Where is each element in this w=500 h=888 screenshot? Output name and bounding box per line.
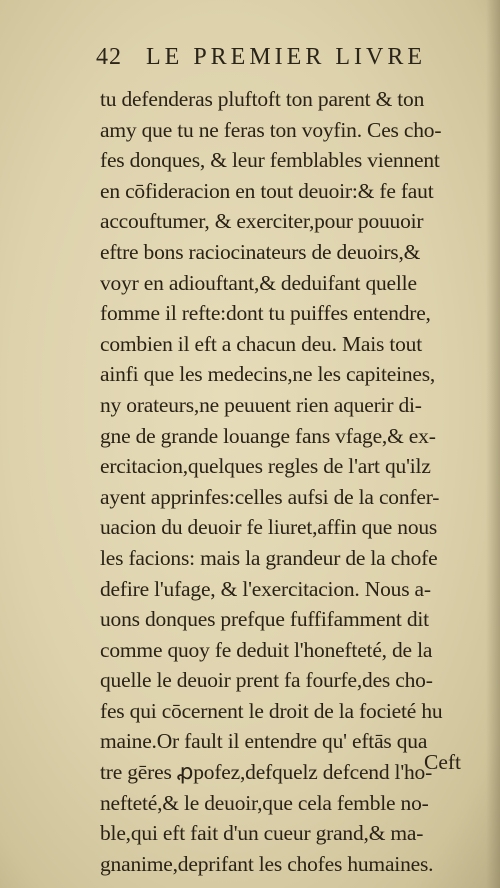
text-line: fes qui cōcernent le droit de la focieté hu [100,698,443,723]
text-line: ayent apprinfes:celles aufsi de la confer- [100,484,440,509]
text-line: gnanime,deprifant les chofes humaines. [100,851,434,876]
text-line: combien il eft a chacun deu. Mais tout [100,331,422,356]
text-line: comme quoy fe deduit l'honefteté, de la [100,637,433,662]
page-header [96,44,456,76]
text-line: uacion du deuoir fe liuret,affin que nous [100,515,438,540]
text-line: amy que tu ne feras ton voyfin. Ces cho- [100,117,442,142]
text-line: les facions: mais la grandeur de la chofe [100,545,438,570]
text-line: fes donques, & leur femblables viennent [100,148,440,173]
text-line: ble,qui eft fait d'un cueur grand,& ma- [100,821,424,846]
text-line: fomme il refte:dont tu puiffes entendre, [100,301,431,326]
text-line: ny orateurs,ne peuuent rien aquerir di- [100,392,422,417]
text-line: uons donques prefque fuffifamment dit [100,607,429,632]
running-title: LE PREMIER LIVRE [146,44,426,70]
text-line: tu defenderas pluftoft ton parent & ton [100,87,425,111]
text-line: defire l'ufage, & l'exercitacion. Nous a- [100,576,431,601]
text-line: ainfi que les medecins,ne les capiteines, [100,362,436,387]
text-line: voyr en adiouftant,& deduifant quelle [100,270,417,295]
text-line: eftre bons raciocinateurs de deuoirs,& [100,239,421,264]
text-line: quelle le deuoir prent fa fourfe,des cho- [100,668,433,693]
text-line: accouftumer, & exerciter,pour pouuoir [100,209,424,234]
text-line: gne de grande louange fans vfage,& ex- [100,423,436,448]
body-text [100,84,480,879]
text-line: maine.Or fault il entendre qu' eftās qua [100,729,428,754]
text-line: tre gēres ꝓpofez,defquelz defcend l'ho- [100,760,433,785]
page-number: 42 [96,44,122,70]
text-line: en cōfideracion en tout deuoir:& fe faut [100,178,434,203]
text-line: nefteté,& le deuoir,que cela femble no- [100,790,429,815]
catchword: Ceft [424,750,462,774]
page-edge-shadow [486,0,500,888]
text-line: ercitacion,quelques regles de l'art qu'ilz [100,454,431,479]
